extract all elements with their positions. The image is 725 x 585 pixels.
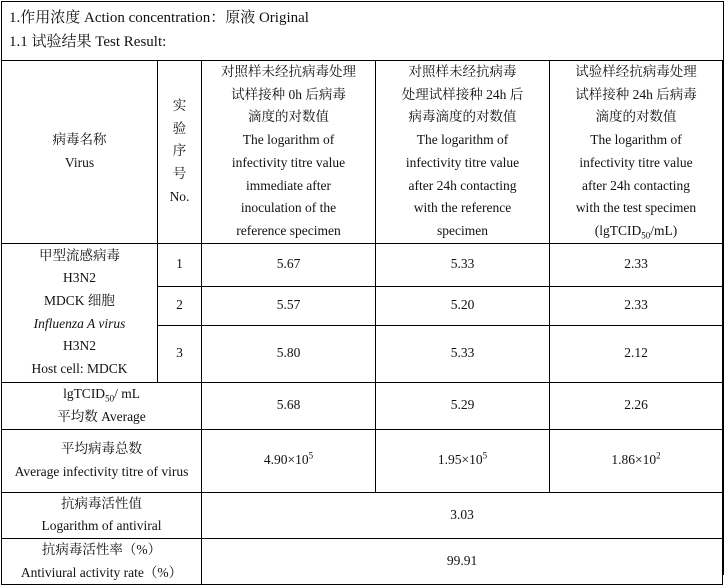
header-col-24h-reference: [376, 61, 550, 244]
header-line: The logarithm of: [416, 132, 509, 148]
antiviral-rate-label: [2, 539, 202, 585]
header-seq-char: 号: [172, 166, 187, 182]
total-titre-row: [2, 429, 723, 492]
antiviral-rate-label-en: Antiviural activity rate（%）: [20, 564, 183, 580]
antiviral-rate-value: 99.91: [202, 539, 723, 585]
total-0h-base: 4.90×10: [263, 452, 309, 468]
row-no: 1: [158, 243, 202, 286]
virus-line: Host cell: MDCK: [31, 361, 128, 377]
average-24h-test: 2.26: [550, 382, 723, 429]
value-0h-reference: 5.67: [202, 243, 376, 286]
header-seq-char: 实: [172, 98, 187, 114]
virus-line: Influenza A virus: [33, 315, 126, 331]
header-line: 试样接种 0h 后病毒: [231, 86, 346, 102]
header-line: 处理试样接种 24h 后: [401, 86, 524, 102]
header-virus-cn: 病毒名称: [52, 132, 107, 148]
header-virus: [2, 61, 158, 244]
virus-line: H3N2: [63, 338, 96, 354]
header-line: 试验样经抗病毒处理: [575, 64, 697, 79]
table-row: [2, 243, 723, 286]
antiviral-rate-row: [2, 539, 723, 585]
average-row: [2, 382, 723, 429]
average-unit-post: / mL: [114, 385, 140, 401]
total-24h-test: [550, 429, 723, 492]
row-no: 2: [158, 286, 202, 325]
antiviral-log-row: [2, 492, 723, 538]
header-line: 对照样未经抗病毒: [408, 64, 517, 79]
header-line: The logarithm of: [242, 132, 335, 148]
value-0h-reference: 5.57: [202, 286, 376, 325]
header-line: specimen: [437, 222, 488, 238]
antiviral-log-value: 3.03: [202, 492, 723, 538]
header-unit-sub: 50: [641, 230, 651, 241]
average-label: [2, 382, 202, 429]
antiviral-rate-label-cn: 抗病毒活性率（%）: [41, 542, 162, 558]
value-24h-test: 2.33: [550, 286, 723, 325]
average-unit-sub: 50: [105, 393, 115, 404]
value-24h-test: 2.12: [550, 325, 723, 382]
header-unit-pre: (lgTCID: [594, 222, 642, 238]
antiviral-log-label: [2, 492, 202, 538]
header-line: inoculation of the: [240, 200, 337, 216]
total-24h-test-exp: 2: [656, 450, 661, 461]
header-seq-char: 序: [172, 143, 187, 159]
header-unit-post: /mL): [650, 222, 678, 238]
virus-line: MDCK 细胞: [44, 292, 115, 308]
value-0h-reference: 5.80: [202, 325, 376, 382]
header-line: 对照样未经抗病毒处理: [221, 64, 356, 79]
average-label-text: 平均数 Average: [57, 408, 146, 424]
virus-line: H3N2: [63, 270, 96, 286]
test-result-table: [1, 60, 723, 585]
header-line: 滴度的对数值: [595, 109, 677, 125]
antiviral-log-label-en: Logarithm of antiviral: [41, 518, 162, 534]
total-titre-label: [2, 429, 202, 492]
virus-line: 甲型流感病毒: [39, 247, 120, 263]
header-line: The logarithm of: [590, 132, 682, 148]
header-line: with the reference: [413, 200, 512, 216]
header-seq-no: [158, 61, 202, 244]
header-line: immediate after: [245, 177, 332, 193]
total-24h-reference: [376, 429, 550, 492]
header-line: infectivity titre value: [405, 154, 520, 170]
average-label-unit: [4, 383, 199, 406]
action-concentration-value: 原液 Original: [225, 10, 309, 26]
total-0h-exp: 5: [308, 450, 314, 461]
table-header-row: [2, 61, 723, 244]
total-24h-ref-base: 1.95×10: [437, 452, 483, 468]
average-24h-reference: 5.29: [376, 382, 550, 429]
total-titre-label-cn: 平均病毒总数: [61, 440, 142, 456]
action-concentration-line: [9, 9, 309, 27]
virus-info-cell: [2, 243, 158, 382]
header-unit: [552, 220, 720, 243]
header-line: 滴度的对数值: [248, 109, 329, 125]
header-col-24h-test: [550, 61, 723, 244]
value-24h-reference: 5.33: [376, 243, 550, 286]
header-col-0h-reference: [202, 61, 376, 244]
total-titre-label-en: Average infectivity titre of virus: [14, 463, 189, 479]
total-0h-reference: [202, 429, 376, 492]
value-24h-reference: 5.33: [376, 325, 550, 382]
total-24h-ref-exp: 5: [482, 450, 488, 461]
header-line: 试样接种 24h 后病毒: [575, 86, 697, 102]
test-result-heading: 1.1 试验结果 Test Result:: [9, 34, 167, 50]
total-24h-test-base: 1.86×10: [611, 452, 657, 468]
header-virus-en: Virus: [64, 154, 95, 170]
value-24h-reference: 5.20: [376, 286, 550, 325]
header-line: after 24h contacting: [408, 177, 517, 193]
header-line: 病毒滴度的对数值: [408, 109, 517, 125]
header-seq-no-en: No.: [169, 188, 190, 204]
header-seq-char: 验: [172, 120, 187, 136]
header-line: infectivity titre value: [231, 154, 346, 170]
header-line: with the test specimen: [575, 200, 697, 216]
header-line: reference specimen: [236, 222, 341, 238]
antiviral-log-label-cn: 抗病毒活性值: [61, 495, 142, 511]
average-unit-pre: lgTCID: [63, 385, 106, 401]
action-concentration-label: 1.作用浓度 Action concentration：: [9, 10, 226, 26]
average-0h-reference: 5.68: [202, 382, 376, 429]
row-no: 3: [158, 325, 202, 382]
header-line: after 24h contacting: [582, 177, 690, 193]
value-24h-test: 2.33: [550, 243, 723, 286]
header-line: infectivity titre value: [579, 154, 693, 170]
